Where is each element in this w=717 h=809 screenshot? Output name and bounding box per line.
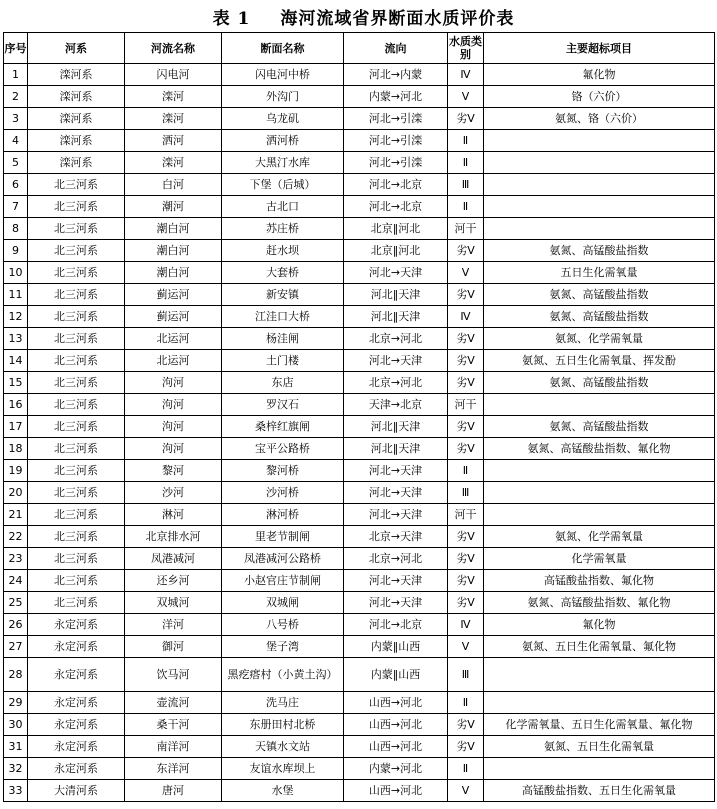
cell-grade: 劣Ⅴ bbox=[448, 526, 484, 548]
cell-section: 洗马庄 bbox=[222, 692, 344, 714]
table-caption: 海河流域省界断面水质评价表 bbox=[280, 8, 515, 29]
table-number: 表 1 bbox=[212, 8, 251, 29]
cell-seq: 11 bbox=[4, 284, 28, 306]
cell-section: 大黑汀水库 bbox=[222, 152, 344, 174]
cell-grade: Ⅴ bbox=[448, 86, 484, 108]
cell-items: 氨氮、铬（六价） bbox=[484, 108, 715, 130]
cell-seq: 25 bbox=[4, 592, 28, 614]
table-row bbox=[4, 636, 715, 658]
cell-flow: 内蒙→河北 bbox=[344, 86, 448, 108]
cell-system: 北三河系 bbox=[28, 174, 125, 196]
cell-river: 南洋河 bbox=[125, 736, 222, 758]
table-body bbox=[4, 64, 715, 802]
cell-items: 氟化物 bbox=[484, 614, 715, 636]
cell-seq: 28 bbox=[4, 658, 28, 692]
cell-section: 杨洼闸 bbox=[222, 328, 344, 350]
cell-river: 北京排水河 bbox=[125, 526, 222, 548]
cell-section: 罗汉石 bbox=[222, 394, 344, 416]
cell-grade: 劣Ⅴ bbox=[448, 284, 484, 306]
cell-items: 化学需氧量 bbox=[484, 548, 715, 570]
cell-river: 泃河 bbox=[125, 416, 222, 438]
cell-flow: 北京→河北 bbox=[344, 548, 448, 570]
cell-system: 北三河系 bbox=[28, 196, 125, 218]
cell-items: 氨氮、化学需氧量 bbox=[484, 328, 715, 350]
cell-river: 沙河 bbox=[125, 482, 222, 504]
cell-section: 天镇水文站 bbox=[222, 736, 344, 758]
cell-grade: Ⅱ bbox=[448, 758, 484, 780]
cell-system: 北三河系 bbox=[28, 438, 125, 460]
cell-river: 潮河 bbox=[125, 196, 222, 218]
cell-grade: Ⅱ bbox=[448, 460, 484, 482]
table-row bbox=[4, 218, 715, 240]
water-quality-table bbox=[3, 32, 715, 802]
cell-river: 洒河 bbox=[125, 130, 222, 152]
cell-flow: 内蒙‖山西 bbox=[344, 636, 448, 658]
cell-section: 大套桥 bbox=[222, 262, 344, 284]
cell-river: 潮白河 bbox=[125, 262, 222, 284]
cell-river: 滦河 bbox=[125, 152, 222, 174]
cell-seq: 24 bbox=[4, 570, 28, 592]
cell-seq: 1 bbox=[4, 64, 28, 86]
cell-system: 北三河系 bbox=[28, 526, 125, 548]
cell-grade: 劣Ⅴ bbox=[448, 592, 484, 614]
cell-system: 北三河系 bbox=[28, 460, 125, 482]
cell-flow: 山西→河北 bbox=[344, 714, 448, 736]
cell-grade: 劣Ⅴ bbox=[448, 736, 484, 758]
cell-section: 黑疙瘩村（小黄土沟） bbox=[222, 658, 344, 692]
cell-grade: Ⅳ bbox=[448, 64, 484, 86]
cell-items: 氨氮、高锰酸盐指数、氟化物 bbox=[484, 592, 715, 614]
cell-seq: 5 bbox=[4, 152, 28, 174]
table-row bbox=[4, 504, 715, 526]
cell-system: 永定河系 bbox=[28, 636, 125, 658]
cell-system: 北三河系 bbox=[28, 350, 125, 372]
cell-seq: 32 bbox=[4, 758, 28, 780]
cell-seq: 4 bbox=[4, 130, 28, 152]
cell-river: 北运河 bbox=[125, 350, 222, 372]
cell-grade: Ⅲ bbox=[448, 482, 484, 504]
cell-system: 大清河系 bbox=[28, 780, 125, 802]
cell-flow: 北京‖河北 bbox=[344, 218, 448, 240]
cell-section: 苏庄桥 bbox=[222, 218, 344, 240]
cell-section: 古北口 bbox=[222, 196, 344, 218]
cell-system: 永定河系 bbox=[28, 692, 125, 714]
cell-river: 还乡河 bbox=[125, 570, 222, 592]
cell-items bbox=[484, 196, 715, 218]
cell-river: 泃河 bbox=[125, 438, 222, 460]
cell-seq: 14 bbox=[4, 350, 28, 372]
cell-river: 蓟运河 bbox=[125, 284, 222, 306]
cell-seq: 19 bbox=[4, 460, 28, 482]
table-row bbox=[4, 196, 715, 218]
cell-river: 壶流河 bbox=[125, 692, 222, 714]
header-row bbox=[4, 33, 715, 64]
cell-flow: 河北→天津 bbox=[344, 482, 448, 504]
cell-items: 氨氮、高锰酸盐指数 bbox=[484, 306, 715, 328]
cell-section: 江洼口大桥 bbox=[222, 306, 344, 328]
cell-items bbox=[484, 482, 715, 504]
cell-system: 北三河系 bbox=[28, 482, 125, 504]
cell-system: 北三河系 bbox=[28, 592, 125, 614]
cell-items: 氨氮、五日生化需氧量 bbox=[484, 736, 715, 758]
cell-items bbox=[484, 460, 715, 482]
cell-flow: 山西→河北 bbox=[344, 692, 448, 714]
cell-system: 永定河系 bbox=[28, 758, 125, 780]
cell-seq: 21 bbox=[4, 504, 28, 526]
cell-grade: Ⅴ bbox=[448, 636, 484, 658]
cell-system: 永定河系 bbox=[28, 614, 125, 636]
header-river: 河流名称 bbox=[125, 33, 222, 64]
cell-section: 桑梓红旗闸 bbox=[222, 416, 344, 438]
cell-section: 友谊水库坝上 bbox=[222, 758, 344, 780]
cell-seq: 30 bbox=[4, 714, 28, 736]
cell-grade: Ⅱ bbox=[448, 152, 484, 174]
cell-items bbox=[484, 218, 715, 240]
cell-flow: 河北→引滦 bbox=[344, 108, 448, 130]
table-row bbox=[4, 130, 715, 152]
cell-grade: 劣Ⅴ bbox=[448, 438, 484, 460]
cell-seq: 29 bbox=[4, 692, 28, 714]
cell-section: 赶水坝 bbox=[222, 240, 344, 262]
cell-section: 小赵官庄节制闸 bbox=[222, 570, 344, 592]
cell-items: 五日生化需氧量 bbox=[484, 262, 715, 284]
table-row bbox=[4, 174, 715, 196]
cell-section: 双城闸 bbox=[222, 592, 344, 614]
cell-river: 闪电河 bbox=[125, 64, 222, 86]
cell-river: 东洋河 bbox=[125, 758, 222, 780]
table-row bbox=[4, 758, 715, 780]
cell-system: 滦河系 bbox=[28, 86, 125, 108]
cell-flow: 河北‖天津 bbox=[344, 438, 448, 460]
cell-flow: 河北→引滦 bbox=[344, 130, 448, 152]
cell-system: 永定河系 bbox=[28, 714, 125, 736]
cell-grade: Ⅲ bbox=[448, 658, 484, 692]
cell-river: 潮白河 bbox=[125, 218, 222, 240]
cell-grade: 河干 bbox=[448, 394, 484, 416]
cell-system: 北三河系 bbox=[28, 240, 125, 262]
table-row bbox=[4, 482, 715, 504]
cell-grade: 劣Ⅴ bbox=[448, 570, 484, 592]
cell-items: 氨氮、高锰酸盐指数 bbox=[484, 416, 715, 438]
cell-grade: Ⅱ bbox=[448, 196, 484, 218]
cell-items: 氨氮、高锰酸盐指数 bbox=[484, 372, 715, 394]
cell-grade: Ⅳ bbox=[448, 614, 484, 636]
cell-seq: 12 bbox=[4, 306, 28, 328]
cell-section: 洒河桥 bbox=[222, 130, 344, 152]
cell-section: 乌龙矶 bbox=[222, 108, 344, 130]
table-title bbox=[0, 0, 717, 32]
cell-grade: Ⅱ bbox=[448, 692, 484, 714]
cell-system: 滦河系 bbox=[28, 64, 125, 86]
cell-river: 北运河 bbox=[125, 328, 222, 350]
cell-flow: 河北→天津 bbox=[344, 570, 448, 592]
table-row bbox=[4, 714, 715, 736]
cell-system: 北三河系 bbox=[28, 328, 125, 350]
cell-flow: 内蒙‖山西 bbox=[344, 658, 448, 692]
cell-river: 双城河 bbox=[125, 592, 222, 614]
cell-items bbox=[484, 394, 715, 416]
table-row bbox=[4, 240, 715, 262]
cell-section: 淋河桥 bbox=[222, 504, 344, 526]
cell-grade: Ⅴ bbox=[448, 262, 484, 284]
cell-system: 永定河系 bbox=[28, 658, 125, 692]
cell-section: 东册田村北桥 bbox=[222, 714, 344, 736]
cell-seq: 20 bbox=[4, 482, 28, 504]
cell-grade: 劣Ⅴ bbox=[448, 328, 484, 350]
cell-seq: 23 bbox=[4, 548, 28, 570]
cell-system: 永定河系 bbox=[28, 736, 125, 758]
cell-river: 白河 bbox=[125, 174, 222, 196]
cell-grade: 劣Ⅴ bbox=[448, 108, 484, 130]
cell-system: 滦河系 bbox=[28, 108, 125, 130]
table-row bbox=[4, 328, 715, 350]
cell-system: 北三河系 bbox=[28, 372, 125, 394]
cell-seq: 10 bbox=[4, 262, 28, 284]
cell-river: 泃河 bbox=[125, 372, 222, 394]
table-row bbox=[4, 394, 715, 416]
table-row bbox=[4, 692, 715, 714]
table-row bbox=[4, 108, 715, 130]
cell-grade: 劣Ⅴ bbox=[448, 714, 484, 736]
cell-grade: Ⅱ bbox=[448, 130, 484, 152]
cell-grade: 劣Ⅴ bbox=[448, 372, 484, 394]
cell-seq: 18 bbox=[4, 438, 28, 460]
cell-river: 泃河 bbox=[125, 394, 222, 416]
table-row bbox=[4, 614, 715, 636]
cell-items: 氨氮、五日生化需氧量、氟化物 bbox=[484, 636, 715, 658]
cell-flow: 北京‖河北 bbox=[344, 240, 448, 262]
cell-flow: 河北‖天津 bbox=[344, 416, 448, 438]
table-row bbox=[4, 284, 715, 306]
cell-river: 滦河 bbox=[125, 108, 222, 130]
cell-section: 闪电河中桥 bbox=[222, 64, 344, 86]
cell-flow: 河北‖天津 bbox=[344, 284, 448, 306]
cell-section: 下堡（后城） bbox=[222, 174, 344, 196]
cell-river: 桑干河 bbox=[125, 714, 222, 736]
cell-flow: 天津→北京 bbox=[344, 394, 448, 416]
cell-section: 里老节制闸 bbox=[222, 526, 344, 548]
table-row bbox=[4, 372, 715, 394]
cell-grade: Ⅲ bbox=[448, 174, 484, 196]
table-row bbox=[4, 592, 715, 614]
cell-seq: 2 bbox=[4, 86, 28, 108]
cell-section: 新安镇 bbox=[222, 284, 344, 306]
cell-flow: 河北→内蒙 bbox=[344, 64, 448, 86]
cell-seq: 9 bbox=[4, 240, 28, 262]
cell-items: 氟化物 bbox=[484, 64, 715, 86]
table-row bbox=[4, 658, 715, 692]
cell-flow: 河北→引滦 bbox=[344, 152, 448, 174]
cell-system: 北三河系 bbox=[28, 548, 125, 570]
header-grade: 水质类别 bbox=[448, 33, 484, 64]
cell-system: 滦河系 bbox=[28, 130, 125, 152]
cell-system: 北三河系 bbox=[28, 262, 125, 284]
table-row bbox=[4, 152, 715, 174]
table-row bbox=[4, 526, 715, 548]
cell-seq: 27 bbox=[4, 636, 28, 658]
cell-section: 堡子湾 bbox=[222, 636, 344, 658]
cell-items: 高锰酸盐指数、五日生化需氧量 bbox=[484, 780, 715, 802]
table-row bbox=[4, 262, 715, 284]
cell-seq: 31 bbox=[4, 736, 28, 758]
cell-system: 北三河系 bbox=[28, 306, 125, 328]
cell-section: 八号桥 bbox=[222, 614, 344, 636]
cell-system: 北三河系 bbox=[28, 284, 125, 306]
cell-grade: 劣Ⅴ bbox=[448, 240, 484, 262]
table-row bbox=[4, 306, 715, 328]
cell-section: 水堡 bbox=[222, 780, 344, 802]
cell-items bbox=[484, 504, 715, 526]
cell-system: 北三河系 bbox=[28, 218, 125, 240]
cell-river: 蓟运河 bbox=[125, 306, 222, 328]
cell-grade: Ⅳ bbox=[448, 306, 484, 328]
cell-river: 潮白河 bbox=[125, 240, 222, 262]
cell-items bbox=[484, 758, 715, 780]
cell-items: 铬（六价） bbox=[484, 86, 715, 108]
cell-seq: 6 bbox=[4, 174, 28, 196]
cell-river: 凤港减河 bbox=[125, 548, 222, 570]
cell-flow: 北京→天津 bbox=[344, 526, 448, 548]
table-row bbox=[4, 736, 715, 758]
table-row bbox=[4, 460, 715, 482]
cell-seq: 33 bbox=[4, 780, 28, 802]
cell-section: 黎河桥 bbox=[222, 460, 344, 482]
cell-items bbox=[484, 152, 715, 174]
cell-seq: 13 bbox=[4, 328, 28, 350]
cell-items: 氨氮、五日生化需氧量、挥发酚 bbox=[484, 350, 715, 372]
table-row bbox=[4, 350, 715, 372]
cell-flow: 河北→天津 bbox=[344, 460, 448, 482]
cell-seq: 17 bbox=[4, 416, 28, 438]
cell-flow: 河北→北京 bbox=[344, 174, 448, 196]
table-row bbox=[4, 64, 715, 86]
cell-flow: 内蒙→河北 bbox=[344, 758, 448, 780]
cell-flow: 河北‖天津 bbox=[344, 306, 448, 328]
cell-grade: 劣Ⅴ bbox=[448, 350, 484, 372]
cell-items bbox=[484, 130, 715, 152]
cell-seq: 26 bbox=[4, 614, 28, 636]
cell-flow: 河北→天津 bbox=[344, 592, 448, 614]
cell-flow: 北京→河北 bbox=[344, 372, 448, 394]
table-row bbox=[4, 548, 715, 570]
table-row bbox=[4, 780, 715, 802]
cell-flow: 河北→天津 bbox=[344, 504, 448, 526]
cell-seq: 7 bbox=[4, 196, 28, 218]
cell-section: 土门楼 bbox=[222, 350, 344, 372]
cell-system: 北三河系 bbox=[28, 504, 125, 526]
cell-section: 宝平公路桥 bbox=[222, 438, 344, 460]
table-row bbox=[4, 438, 715, 460]
cell-grade: 河干 bbox=[448, 504, 484, 526]
cell-river: 黎河 bbox=[125, 460, 222, 482]
cell-flow: 河北→天津 bbox=[344, 262, 448, 284]
cell-system: 北三河系 bbox=[28, 394, 125, 416]
cell-flow: 山西→河北 bbox=[344, 780, 448, 802]
cell-system: 滦河系 bbox=[28, 152, 125, 174]
cell-grade: 河干 bbox=[448, 218, 484, 240]
cell-seq: 22 bbox=[4, 526, 28, 548]
cell-seq: 16 bbox=[4, 394, 28, 416]
cell-river: 御河 bbox=[125, 636, 222, 658]
cell-items: 氨氮、高锰酸盐指数 bbox=[484, 284, 715, 306]
cell-seq: 15 bbox=[4, 372, 28, 394]
cell-river: 唐河 bbox=[125, 780, 222, 802]
header-items: 主要超标项目 bbox=[484, 33, 715, 64]
cell-river: 饮马河 bbox=[125, 658, 222, 692]
cell-system: 北三河系 bbox=[28, 416, 125, 438]
header-system: 河系 bbox=[28, 33, 125, 64]
cell-items: 氨氮、化学需氧量 bbox=[484, 526, 715, 548]
table-row bbox=[4, 416, 715, 438]
cell-section: 凤港减河公路桥 bbox=[222, 548, 344, 570]
cell-river: 滦河 bbox=[125, 86, 222, 108]
cell-flow: 河北→天津 bbox=[344, 350, 448, 372]
table-row bbox=[4, 570, 715, 592]
cell-seq: 3 bbox=[4, 108, 28, 130]
cell-items bbox=[484, 658, 715, 692]
cell-flow: 山西→河北 bbox=[344, 736, 448, 758]
cell-items: 氨氮、高锰酸盐指数、氟化物 bbox=[484, 438, 715, 460]
cell-grade: 劣Ⅴ bbox=[448, 548, 484, 570]
cell-river: 淋河 bbox=[125, 504, 222, 526]
cell-section: 外沟门 bbox=[222, 86, 344, 108]
header-flow: 流向 bbox=[344, 33, 448, 64]
cell-flow: 河北→北京 bbox=[344, 196, 448, 218]
cell-items: 化学需氧量、五日生化需氧量、氟化物 bbox=[484, 714, 715, 736]
cell-river: 洋河 bbox=[125, 614, 222, 636]
header-seq: 序号 bbox=[4, 33, 28, 64]
table-row bbox=[4, 86, 715, 108]
cell-items: 氨氮、高锰酸盐指数 bbox=[484, 240, 715, 262]
cell-items bbox=[484, 692, 715, 714]
cell-system: 北三河系 bbox=[28, 570, 125, 592]
cell-section: 东店 bbox=[222, 372, 344, 394]
cell-grade: Ⅴ bbox=[448, 780, 484, 802]
cell-grade: 劣Ⅴ bbox=[448, 416, 484, 438]
cell-flow: 北京→河北 bbox=[344, 328, 448, 350]
cell-section: 沙河桥 bbox=[222, 482, 344, 504]
cell-items bbox=[484, 174, 715, 196]
header-section: 断面名称 bbox=[222, 33, 344, 64]
cell-flow: 河北→北京 bbox=[344, 614, 448, 636]
cell-seq: 8 bbox=[4, 218, 28, 240]
cell-items: 高锰酸盐指数、氟化物 bbox=[484, 570, 715, 592]
